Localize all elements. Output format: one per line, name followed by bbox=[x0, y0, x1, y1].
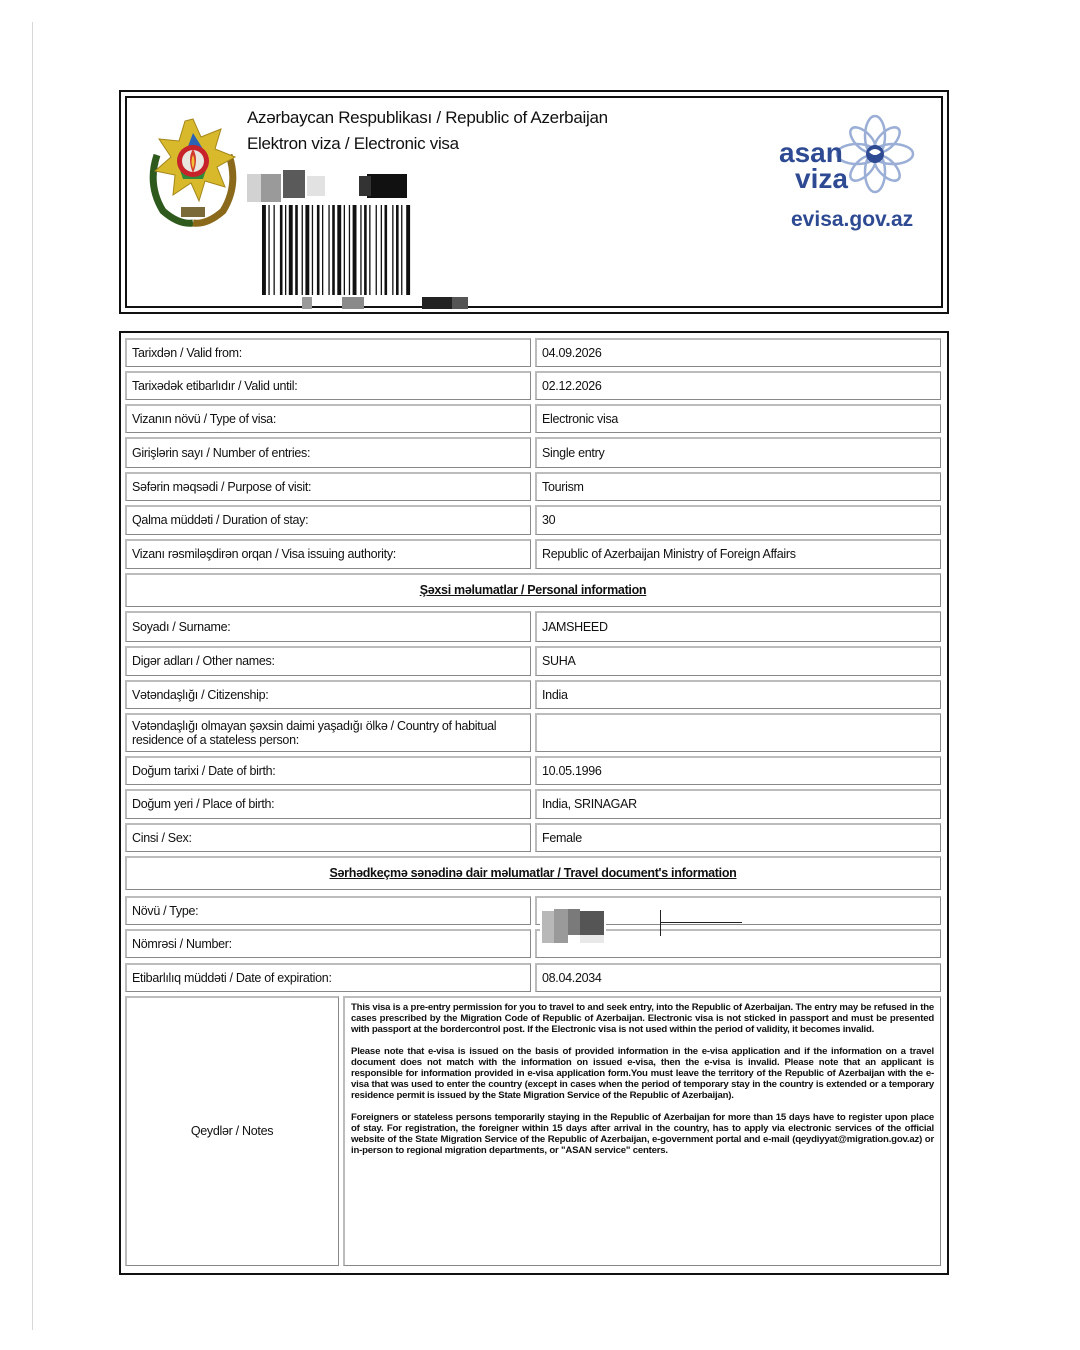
value-entries: Single entry bbox=[535, 437, 941, 468]
value-stateless-residence bbox=[535, 713, 941, 752]
barcode-bar bbox=[396, 205, 399, 295]
label-date-of-birth: Doğum tarixi / Date of birth: bbox=[125, 756, 531, 785]
notes-paragraph: Foreigners or stateless persons temporarily staying in the Republic of Azerbaijan for more than 15 days have to register upon place of stay. For registration, the foreigner within 15 days after arrival in the country, has to apply via electronic services of the official website of the State Migration Service of the Republic of Azerbaijan, e-government portal and e-mail (qeydiyyat@migration.gov.az) or in-person to regional migration departments, or "ASAN service" centers. bbox=[351, 1112, 934, 1157]
label-doc-expiration: Etibarlılıq müddəti / Date of expiration: bbox=[125, 963, 531, 992]
label-surname: Soyadı / Surname: bbox=[125, 611, 531, 642]
barcode-bar bbox=[337, 205, 341, 295]
barcode-bar bbox=[280, 205, 283, 295]
barcode-bar bbox=[312, 205, 313, 295]
section-personal-info: Şəxsi məlumatlar / Personal information bbox=[125, 573, 941, 607]
label-stateless-residence: Vətəndaşlığı olmayan şəxsin daimi yaşadığı ölkə / Country of habitual residence of a stateless person: bbox=[125, 713, 531, 752]
page-margin-rule bbox=[32, 22, 33, 1330]
barcode-bar bbox=[344, 205, 345, 295]
logo-word-asan: asan bbox=[779, 137, 843, 168]
barcode-bar bbox=[381, 205, 382, 295]
redaction-mark bbox=[660, 922, 742, 923]
evisa-url: evisa.gov.az bbox=[791, 208, 914, 231]
value-purpose: Tourism bbox=[535, 472, 941, 501]
redacted-barcode-number bbox=[302, 297, 472, 309]
barcode-bar bbox=[369, 205, 370, 295]
notes-paragraph: This visa is a pre-entry permission for you to travel to and seek entry, into the Republic of Azerbaijan. The entry may be refused in the cases prescribed by the Migration Code of Republic of Azerbaijan. Electronic visa is not sticked in passport and must be presented with passport at the bordercontrol post. If the Electronic visa is not used within the period of validity, it becomes invalid. bbox=[351, 1002, 934, 1036]
label-doc-type: Növü / Type: bbox=[125, 896, 531, 925]
barcode-bar bbox=[274, 205, 275, 295]
barcode-bar bbox=[385, 205, 388, 295]
barcode-bar bbox=[332, 205, 335, 295]
barcode-bar bbox=[322, 205, 323, 295]
header-title-doc-type: Elektron viza / Electronic visa bbox=[247, 134, 459, 153]
value-date-of-birth: 10.05.1996 bbox=[535, 756, 941, 785]
barcode-bar bbox=[262, 205, 266, 295]
barcode-bar bbox=[353, 205, 357, 295]
label-sex: Cinsi / Sex: bbox=[125, 823, 531, 852]
value-issuing-authority: Republic of Azerbaijan Ministry of Foreign Affairs bbox=[535, 539, 941, 569]
label-doc-number: Nömrəsi / Number: bbox=[125, 929, 531, 958]
value-valid-from: 04.09.2026 bbox=[535, 338, 941, 367]
value-citizenship: India bbox=[535, 680, 941, 709]
visa-barcode bbox=[262, 205, 472, 295]
label-other-names: Digər adları / Other names: bbox=[125, 646, 531, 676]
redaction-mark bbox=[660, 910, 661, 936]
barcode-bar bbox=[360, 205, 361, 295]
barcode-bar bbox=[289, 205, 293, 295]
barcode-bar bbox=[406, 205, 410, 295]
value-doc-expiration: 08.04.2034 bbox=[535, 963, 941, 992]
label-issuing-authority: Vizanı rəsmiləşdirən orqan / Visa issuing authority: bbox=[125, 539, 531, 569]
value-other-names: SUHA bbox=[535, 646, 941, 676]
barcode-bar bbox=[317, 205, 320, 295]
label-place-of-birth: Doğum yeri / Place of birth: bbox=[125, 789, 531, 819]
azerbaijan-coat-of-arms-icon bbox=[143, 115, 243, 227]
barcode-bar bbox=[376, 205, 377, 295]
redacted-document-data bbox=[540, 907, 606, 947]
barcode-bar bbox=[328, 205, 329, 295]
value-duration: 30 bbox=[535, 505, 941, 535]
barcode-bar bbox=[295, 205, 298, 295]
label-entries: Girişlərin sayı / Number of entries: bbox=[125, 437, 531, 468]
value-place-of-birth: India, SRINAGAR bbox=[535, 789, 941, 819]
label-duration: Qalma müddəti / Duration of stay: bbox=[125, 505, 531, 535]
barcode-bar bbox=[401, 205, 402, 295]
value-visa-type: Electronic visa bbox=[535, 404, 941, 433]
label-valid-from: Tarixdən / Valid from: bbox=[125, 338, 531, 367]
notes-text bbox=[343, 996, 941, 1266]
barcode-bar bbox=[285, 205, 286, 295]
barcode-bar bbox=[302, 205, 303, 295]
label-valid-until: Tarixədək etibarlıdır / Valid until: bbox=[125, 371, 531, 400]
value-surname: JAMSHEED bbox=[535, 611, 941, 642]
barcode-bar bbox=[268, 205, 269, 295]
notes-paragraph: Please note that e-visa is issued on the basis of provided information in the e-visa application and if the information on a travel document does not match with the information on issued e-visa, then the e-visa is invalid. Please note that an applicant is responsible for information provided in e-visa application form.You must leave the territory of the Republic of Azerbaijan with the e-visa that was used to enter the country (except in cases when the period of temporary stay in the country is extended or a temporary residence permit is issued by the State Migration Service of the Republic of Azerbaijan). bbox=[351, 1046, 934, 1102]
barcode-bar bbox=[392, 205, 393, 295]
value-valid-until: 02.12.2026 bbox=[535, 371, 941, 400]
visa-header bbox=[119, 90, 949, 314]
label-visa-type: Vizanın növü / Type of visa: bbox=[125, 404, 531, 433]
redacted-barcode-header bbox=[247, 168, 407, 204]
barcode-bar bbox=[364, 205, 367, 295]
section-travel-document: Sərhədkeçmə sənədinə dair məlumatlar / Travel document's information bbox=[125, 856, 941, 890]
label-citizenship: Vətəndaşlığı / Citizenship: bbox=[125, 680, 531, 709]
logo-word-viza: viza bbox=[795, 163, 848, 194]
header-title-country: Azərbaycan Respublikası / Republic of Azerbaijan bbox=[247, 108, 608, 127]
label-purpose: Səfərin məqsədi / Purpose of visit: bbox=[125, 472, 531, 501]
value-sex: Female bbox=[535, 823, 941, 852]
barcode-bar bbox=[305, 205, 309, 295]
notes-label: Qeydlər / Notes bbox=[125, 996, 339, 1266]
visa-header-inner bbox=[125, 96, 943, 308]
barcode-bar bbox=[349, 205, 350, 295]
